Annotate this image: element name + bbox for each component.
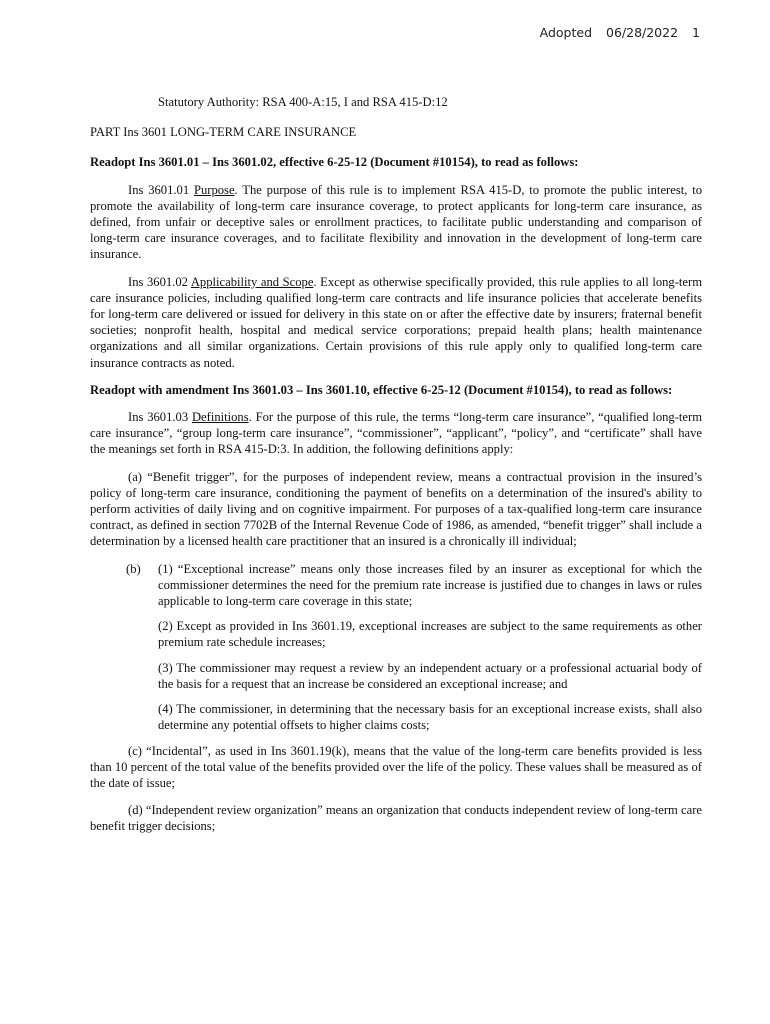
document-body — [90, 94, 702, 846]
section-number: Ins 3601.01 — [128, 182, 194, 197]
readopt-heading-1: Readopt Ins 3601.01 – Ins 3601.02, effective 6-25-12 (Document #10154), to read as follows: — [90, 155, 579, 170]
definition-a: (a) “Benefit trigger”, for the purposes of independent review, means a contractual provision in the insured’s policy of long-term care insurance, conditioning the payment of benefits on a determination of the insured's ability to perform activities of daily living and on cognitive impairment. For purposes of a tax-qualified long-term care insurance contract, as defined in section 7702B of the Internal Revenue Code of 1986, as amended, “benefit trigger” shall include a determination by a licensed health care practitioner that an insured is a chronically ill individual; — [90, 469, 702, 549]
section-number: Ins 3601.03 — [128, 410, 192, 425]
section-title: Definitions — [191, 410, 249, 425]
definition-b-item: (3) The commissioner may request a review by an independent actuary or a professional actuarial body of the basis for a request that an increase be considered an exceptional increase; and — [158, 660, 702, 691]
readopt-heading-2: Readopt with amendment Ins 3601.03 – Ins 3601.10, effective 6-25-12 (Document #10154), to read as follows: — [90, 382, 673, 397]
definition-b-label: (b) — [126, 561, 141, 576]
definition-b-item: (1) “Exceptional increase” means only those increases filed by an insurer as exceptional for which the commissioner determines the need for the premium rate increase is justified due to changes in laws or rules applicable to long-term care coverage in this state; — [158, 561, 702, 609]
adoption-status: Adopted — [539, 25, 592, 40]
section-text: . For the purpose of this rule, the terms “long-term care insurance”, “qualified long-term care insurance”, “group long-term care insurance”, “commissioner”, “applicant”, “policy”, and “certificate” shall have the meanings set forth in RSA 415-D:3. In addition, the following definitions apply: — [90, 410, 702, 457]
definition-c: (c) “Incidental”, as used in Ins 3601.19(k), means that the value of the long-term care benefits provided is less than 10 percent of the total value of the benefits provided over the life of the policy. These values shall be measured as of the date of issue; — [90, 743, 702, 790]
section-3601-02 — [90, 274, 702, 371]
section-text: . Except as otherwise specifically provided, this rule applies to all long-term care insurance policies, including qualified long-term care contracts and life insurance policies that accelerate benefits for long-term care delivered or issued for delivery in this state on or after the effective date by insurers; fraternal benefit societies; nonprofit health, hospital and medical service corporations; prepaid health plans; health maintenance organizations and all similar organizations. Certain provisions of this rule apply only to qualified long-term care insurance contracts as noted. — [90, 274, 702, 370]
section-3601-03 — [90, 409, 702, 458]
section-title: Applicability and Scope — [190, 274, 314, 289]
page-number: 1 — [692, 25, 700, 40]
statutory-authority: Statutory Authority: RSA 400-A:15, I and RSA 415-D:12 — [158, 95, 448, 109]
section-3601-01 — [90, 182, 702, 263]
page-header — [540, 25, 700, 40]
section-title: Purpose — [193, 182, 235, 197]
section-number: Ins 3601.02 — [128, 274, 191, 289]
section-text: . The purpose of this rule is to implement RSA 415-D, to promote the public interest, to promote the availability of long-term care insurance coverage, to protect applicants for long-term care insurance, as defined, from unfair or deceptive sales or enrollment practices, to facilitate public understanding and comparison of long-term care insurance coverages, and to facilitate flexibility and innovation in the development of long-term care insurance. — [90, 182, 703, 262]
definition-b-item: (4) The commissioner, in determining that the necessary basis for an exceptional increase exists, shall also determine any potential offsets to higher claims costs; — [158, 702, 702, 733]
definition-b — [90, 561, 702, 734]
definition-d: (d) “Independent review organization” means an organization that conducts independent review of long-term care benefit trigger decisions; — [90, 803, 702, 834]
adoption-date: 06/28/2022 — [606, 25, 679, 40]
definition-b-item: (2) Except as provided in Ins 3601.19, exceptional increases are subject to the same requirements as other premium rate schedule increases; — [158, 619, 702, 650]
part-heading: PART Ins 3601 LONG-TERM CARE INSURANCE — [90, 125, 357, 140]
